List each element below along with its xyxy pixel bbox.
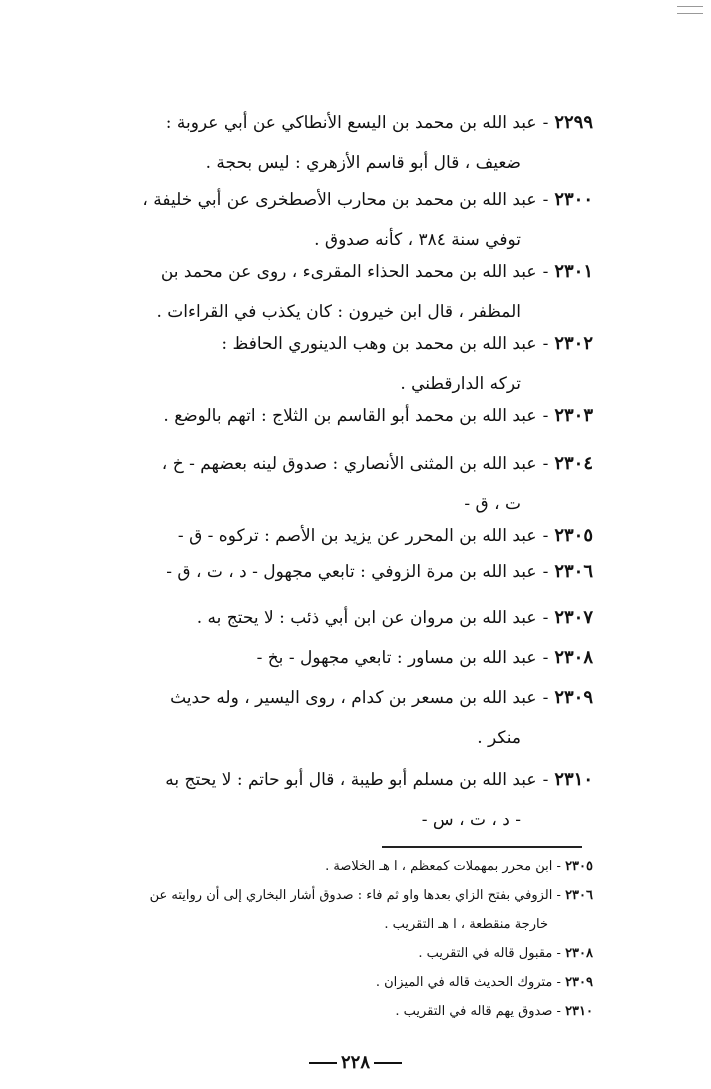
entry-continuation: تركه الدارقطني . — [400, 374, 521, 394]
entry-number: ٢٣١٠ — [554, 769, 593, 790]
page-number-value: ٢٢٨ — [340, 1052, 370, 1073]
entry-text: عبد الله بن محمد بن وهب الدينوري الحافظ : — [221, 334, 537, 354]
footnote-text: ابن محرر بمهملات كمعظم ، ا هـ الخلاصة . — [325, 859, 553, 874]
entry-continuation: منكر . — [477, 728, 521, 748]
page-number-dash — [309, 1062, 337, 1064]
footnote-text: الزوفي بفتح الزاي بعدها واو ثم فاء : صدوق أشار البخاري إلى أن روايته عن — [149, 888, 553, 903]
footnote-number: ٢٣٠٥ — [565, 859, 593, 874]
entry-number: ٢٣٠٠ — [554, 189, 593, 210]
page-number — [0, 1052, 711, 1073]
entry-2310: ٢٣١٠-عبد الله بن مسلم أبو طيبة ، قال أبو حاتم : لا يحتج به - د ، ت ، س - — [58, 760, 593, 840]
entry-number: ٢٣٠٦ — [554, 561, 593, 582]
entry-2299: ٢٢٩٩-عبد الله بن محمد بن اليسع الأنطاكي عن أبي عروبة : ضعيف ، قال أبو قاسم الأزهري : ليس بحجة . — [58, 103, 593, 183]
footnote-number: ٢٣١٠ — [565, 1004, 593, 1019]
page-number-dash — [374, 1062, 402, 1064]
entry-continuation: ضعيف ، قال أبو قاسم الأزهري : ليس بحجة . — [205, 153, 521, 173]
entry-number: ٢٣٠٣ — [554, 405, 593, 426]
entry-number: ٢٣٠٥ — [554, 525, 593, 546]
entry-text: عبد الله بن مرة الزوفي : تابعي مجهول - د ، ت ، ق - — [166, 562, 537, 582]
footnote-2305: ٢٣٠٥ - ابن محرر بمهملات كمعظم ، ا هـ الخلاصة . — [325, 859, 593, 874]
entry-continuation: المظفر ، قال ابن خيرون : كان يكذب في القراءات . — [156, 302, 521, 322]
entry-2304: ٢٣٠٤-عبد الله بن المثنى الأنصاري : صدوق لينه بعضهم - خ ، ت ، ق - — [58, 444, 593, 524]
entry-text: عبد الله بن محمد بن اليسع الأنطاكي عن أبي عروبة : — [165, 113, 537, 133]
entry-text: عبد الله بن مساور : تابعي مجهول - بخ - — [256, 648, 537, 668]
entry-number: ٢٣٠٧ — [554, 607, 593, 628]
entry-continuation: ت ، ق - — [464, 494, 521, 514]
entry-2302: ٢٣٠٢-عبد الله بن محمد بن وهب الدينوري الحافظ : تركه الدارقطني . — [58, 324, 593, 404]
footnote-divider — [382, 846, 582, 848]
entry-2309: ٢٣٠٩-عبد الله بن مسعر بن كدام ، روى اليسير ، وله حديث منكر . — [58, 678, 593, 758]
entry-text: عبد الله بن المحرر عن يزيد بن الأصم : تركوه - ق - — [177, 526, 537, 546]
entry-number: ٢٣٠٩ — [554, 687, 593, 708]
entry-text: عبد الله بن مروان عن ابن أبي ذئب : لا يحتج به . — [196, 608, 537, 628]
entry-number: ٢٢٩٩ — [554, 112, 593, 133]
entry-continuation: توفي سنة ٣٨٤ ، كأنه صدوق . — [314, 230, 521, 250]
footnote-continuation: خارجة منقطعة ، ا هـ التقريب . — [384, 917, 548, 932]
entry-number: ٢٣٠٤ — [554, 453, 593, 474]
footnote-2308: ٢٣٠٨ - مقبول قاله في التقريب . — [418, 946, 593, 961]
entry-2301: ٢٣٠١-عبد الله بن محمد الحذاء المقرىء ، روى عن محمد بن المظفر ، قال ابن خيرون : كان يكذب في القراءات . — [58, 252, 593, 332]
entry-2305: ٢٣٠٥-عبد الله بن المحرر عن يزيد بن الأصم : تركوه - ق - — [177, 525, 593, 546]
entry-2300: ٢٣٠٠-عبد الله بن محمد بن محارب الأصطخرى عن أبي خليفة ، توفي سنة ٣٨٤ ، كأنه صدوق . — [58, 180, 593, 260]
footnotes — [50, 852, 593, 1026]
entry-text: عبد الله بن مسعر بن كدام ، روى اليسير ، وله حديث — [170, 688, 537, 708]
entry-continuation: - د ، ت ، س - — [421, 810, 521, 830]
entry-text: عبد الله بن محمد بن محارب الأصطخرى عن أبي خليفة ، — [142, 190, 537, 210]
entry-text: عبد الله بن محمد الحذاء المقرىء ، روى عن محمد بن — [160, 262, 537, 282]
entry-text: عبد الله بن محمد أبو القاسم بن الثلاج : اتهم بالوضع . — [163, 406, 537, 426]
entry-text: عبد الله بن مسلم أبو طيبة ، قال أبو حاتم : لا يحتج به — [165, 770, 537, 790]
entry-text: عبد الله بن المثنى الأنصاري : صدوق لينه بعضهم - خ ، — [161, 454, 537, 474]
footnote-number: ٢٣٠٨ — [565, 946, 593, 961]
entry-number: ٢٣٠١ — [554, 261, 593, 282]
footnote-2309: ٢٣٠٩ - متروك الحديث قاله في الميزان . — [375, 975, 593, 990]
footnote-number: ٢٣٠٦ — [565, 888, 593, 903]
entry-2306: ٢٣٠٦-عبد الله بن مرة الزوفي : تابعي مجهول - د ، ت ، ق - — [166, 561, 593, 582]
footnote-2306: ٢٣٠٦ - الزوفي بفتح الزاي بعدها واو ثم فاء : صدوق أشار البخاري إلى أن روايته عن خارجة منقطعة ، ا هـ التقريب . — [50, 881, 593, 939]
entry-2307: ٢٣٠٧-عبد الله بن مروان عن ابن أبي ذئب : لا يحتج به . — [196, 607, 593, 628]
entry-number: ٢٣٠٢ — [554, 333, 593, 354]
footnote-2310: ٢٣١٠ - صدوق يهم قاله في التقريب . — [395, 1004, 593, 1019]
entry-number: ٢٣٠٨ — [554, 647, 593, 668]
footnote-text: متروك الحديث قاله في الميزان . — [375, 975, 553, 990]
footnote-text: مقبول قاله في التقريب . — [418, 946, 553, 961]
scan-corner-mark — [677, 6, 703, 14]
entry-2303: ٢٣٠٣-عبد الله بن محمد أبو القاسم بن الثلاج : اتهم بالوضع . — [163, 405, 593, 426]
entry-2308: ٢٣٠٨-عبد الله بن مساور : تابعي مجهول - بخ - — [256, 647, 593, 668]
footnote-number: ٢٣٠٩ — [565, 975, 593, 990]
footnote-text: صدوق يهم قاله في التقريب . — [395, 1004, 553, 1019]
